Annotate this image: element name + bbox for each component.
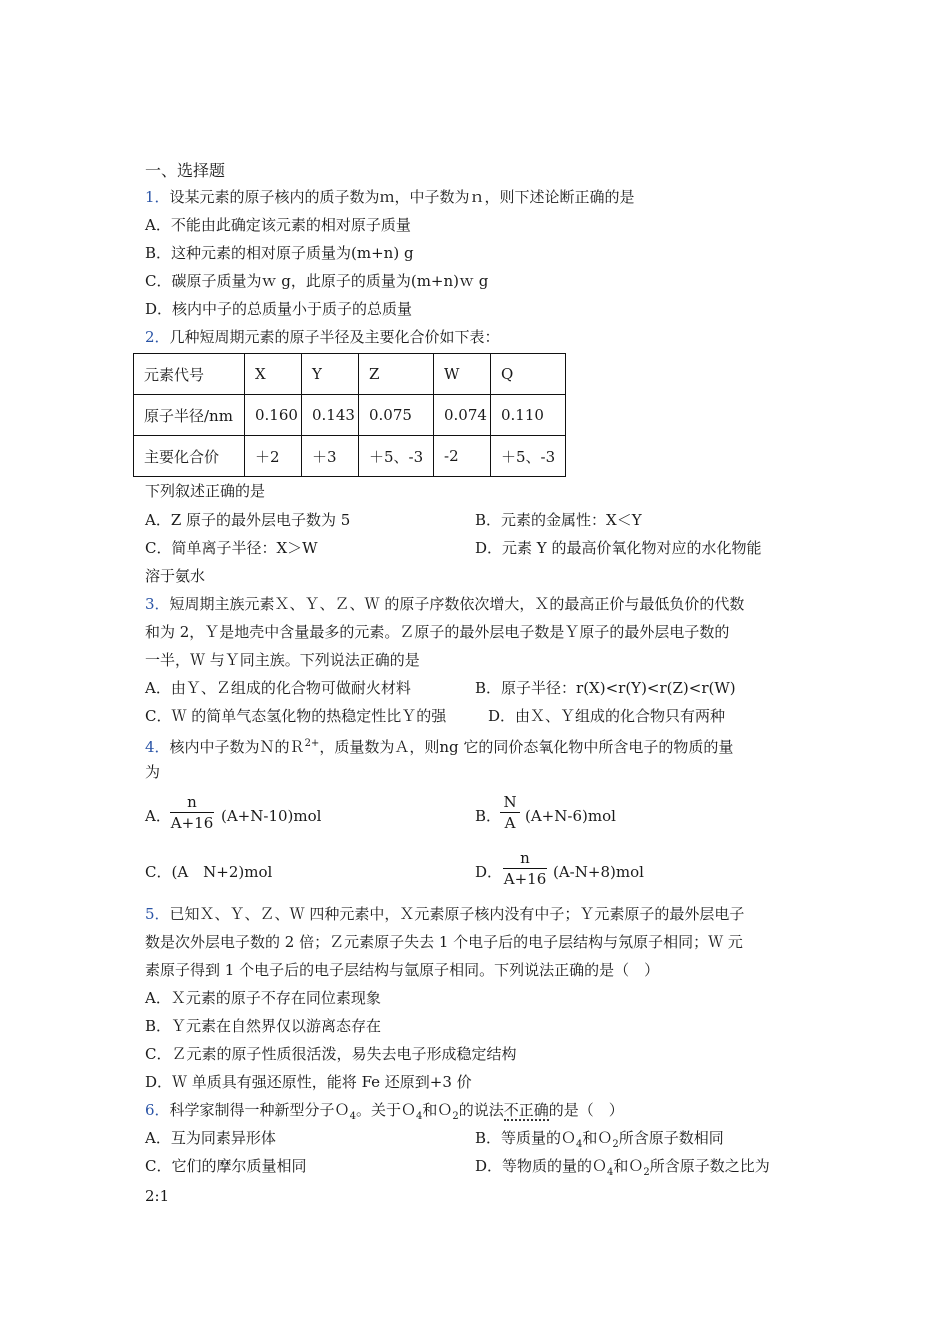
q6-option-d-a: D．等物质的量的Ｏ bbox=[475, 1157, 608, 1175]
q6-option-d-b: 和Ｏ bbox=[613, 1157, 644, 1175]
q6-stem-d: 的说法 bbox=[458, 1101, 504, 1119]
q1-option-b: B．这种元素的相对原子质量为(m+n) g bbox=[145, 244, 414, 262]
q2-option-d: D．元素 Y 的最高价氧化物对应的水化物能 bbox=[475, 539, 762, 557]
q3-option-c: C．Ｗ 的简单气态氢化物的热稳定性比Ｙ的强 bbox=[145, 707, 447, 725]
q6-option-c: C．它们的摩尔质量相同 bbox=[145, 1157, 307, 1175]
q2-option-a: A．Z 原子的最外层电子数为 5 bbox=[145, 511, 351, 529]
q6-option-b bbox=[475, 1128, 724, 1155]
subscript: 4 bbox=[607, 1167, 614, 1178]
table-cell: ＋3 bbox=[302, 436, 359, 477]
subscript: 4 bbox=[415, 1111, 423, 1122]
q6-emphasis: 不正确 bbox=[503, 1101, 549, 1119]
table-cell: 0.074 bbox=[434, 395, 491, 436]
q4-option-d-tail: (A-N+8)mol bbox=[553, 863, 644, 881]
q2-option-d-cont: 溶于氨水 bbox=[145, 567, 206, 585]
fraction-numerator: n bbox=[187, 793, 197, 811]
q2-option-c: C．简单离子半径：X＞W bbox=[145, 539, 318, 557]
fraction-numerator: N bbox=[503, 793, 517, 811]
q4-option-a-fraction bbox=[170, 792, 214, 833]
q6-option-d-c: 所含原子数之比为 bbox=[649, 1157, 770, 1175]
q4-stem bbox=[145, 734, 733, 757]
q3-stem-line bbox=[145, 594, 744, 614]
table-cell: ＋5、-3 bbox=[491, 436, 566, 477]
q2-stem-text: 几种短周期元素的原子半径及主要化合价如下表： bbox=[169, 328, 500, 346]
q5-line-3: 素原子得到 1 个电子后的电子层结构与氩原子相同。下列说法正确的是（ ） bbox=[145, 961, 660, 979]
q6-option-a: A．互为同素异形体 bbox=[145, 1129, 276, 1147]
q5-option-d: D．Ｗ 单质具有强还原性，能将 Fe 还原到+3 价 bbox=[145, 1073, 472, 1091]
fraction-denominator: A+16 bbox=[170, 814, 214, 832]
table-row bbox=[134, 354, 566, 395]
q1-option-a: A．不能由此确定该元素的相对原子质量 bbox=[145, 216, 411, 234]
q6-option-b-a: B．等质量的Ｏ bbox=[475, 1129, 577, 1147]
q1-option-c: C．碳原子质量为ｗ g，此原子的质量为(m+n)ｗ g bbox=[145, 272, 489, 290]
table-cell: Y bbox=[302, 354, 359, 395]
table-cell: 0.160 bbox=[245, 395, 302, 436]
subscript: 2 bbox=[452, 1111, 459, 1122]
q4-charge: 2+ bbox=[304, 738, 320, 749]
q4-number: 4． bbox=[145, 738, 170, 756]
q6-stem bbox=[145, 1100, 624, 1127]
q4-option-b-label: B． bbox=[475, 807, 502, 825]
table-cell: 原子半径/nm bbox=[134, 395, 245, 436]
table-cell: 0.075 bbox=[359, 395, 434, 436]
q2-stem bbox=[145, 327, 500, 347]
table-cell: W bbox=[434, 354, 491, 395]
q4-option-a-tail: (A+N-10)mol bbox=[221, 807, 322, 825]
q1-stem-text: 设某元素的原子核内的质子数为ｍ，中子数为ｎ，则下述论断正确的是 bbox=[169, 188, 635, 206]
q6-option-b-c: 所含原子数相同 bbox=[618, 1129, 724, 1147]
q4-option-c bbox=[145, 862, 272, 882]
q4-stem-b: ，质量数为Ａ，则ng 它的同价态氧化物中所含电子的物质的量 bbox=[319, 738, 734, 756]
q4-option-a-label: A． bbox=[145, 807, 171, 825]
subscript: 2 bbox=[612, 1139, 619, 1150]
q2-number: 2． bbox=[145, 328, 170, 346]
table-row bbox=[134, 395, 566, 436]
q6-option-b-b: 和Ｏ bbox=[582, 1129, 613, 1147]
fraction-denominator: A bbox=[504, 814, 516, 832]
q1-option-d: D．核内中子的总质量小于质子的总质量 bbox=[145, 300, 413, 318]
subscript: 4 bbox=[349, 1111, 356, 1122]
q3-option-b: B．原子半径：r(X)<r(Y)<r(Z)<r(W) bbox=[475, 679, 736, 697]
q4-option-d-fraction bbox=[503, 848, 547, 889]
section-title: 一、选择题 bbox=[145, 161, 226, 180]
q2-option-b: B．元素的金属性：X＜Y bbox=[475, 511, 642, 529]
q4-option-b-fraction bbox=[500, 792, 520, 833]
subscript: 4 bbox=[576, 1139, 583, 1150]
q1-stem bbox=[145, 187, 635, 207]
fraction-denominator: A+16 bbox=[503, 870, 547, 888]
q4-option-c-label: C． bbox=[145, 863, 172, 881]
table-cell: 0.110 bbox=[491, 395, 566, 436]
q4-option-c-text: (A N+2)mol bbox=[171, 863, 273, 881]
q5-line-2: 数是次外层电子数的 2 倍；Ｚ元素原子失去 1 个电子后的电子层结构与氖原子相同；Ｗ 元 bbox=[145, 933, 743, 951]
q6-stem-e: 的是（ ） bbox=[548, 1101, 624, 1119]
q2-after-table: 下列叙述正确的是 bbox=[145, 482, 266, 500]
q4-option-b-tail: (A+N-6)mol bbox=[525, 807, 616, 825]
q4-stem-cont: 为 bbox=[145, 763, 161, 781]
subscript: 2 bbox=[643, 1167, 650, 1178]
table-cell: -2 bbox=[434, 436, 491, 477]
q6-stem-b: 。关于Ｏ bbox=[355, 1101, 416, 1119]
q5-line-1: 已知Ｘ、Ｙ、Ｚ、Ｗ 四种元素中，Ｘ元素原子核内没有中子；Ｙ元素原子的最外层电子 bbox=[169, 905, 745, 923]
q5-stem-line bbox=[145, 904, 744, 924]
q4-stem-a: 核内中子数为Ｎ的Ｒ bbox=[169, 738, 305, 756]
q1-number: 1． bbox=[145, 188, 170, 206]
q4-option-d-label: D． bbox=[475, 863, 503, 881]
table-cell: Z bbox=[359, 354, 434, 395]
q3-option-d: D．由Ｘ、Ｙ组成的化合物只有两种 bbox=[488, 707, 726, 725]
q5-option-a: A．Ｘ元素的原子不存在同位素现象 bbox=[145, 989, 381, 1007]
table-cell: 元素代号 bbox=[134, 354, 245, 395]
q6-stem-a: 科学家制得一种新型分子Ｏ bbox=[169, 1101, 350, 1119]
fraction-numerator: n bbox=[520, 849, 530, 867]
q6-option-d-cont: 2:1 bbox=[145, 1187, 170, 1205]
q3-option-a: A．由Ｙ、Ｚ组成的化合物可做耐火材料 bbox=[145, 679, 411, 697]
q3-number: 3． bbox=[145, 595, 170, 613]
table-cell: ＋2 bbox=[245, 436, 302, 477]
q3-line-1: 短周期主族元素Ｘ、Ｙ、Ｚ、Ｗ 的原子序数依次增大，Ｘ的最高正价与最低负价的代数 bbox=[169, 595, 745, 613]
table-cell: X bbox=[245, 354, 302, 395]
table-cell: 主要化合价 bbox=[134, 436, 245, 477]
table-cell: Q bbox=[491, 354, 566, 395]
q6-option-d bbox=[475, 1156, 770, 1183]
q3-line-3: 一半，Ｗ 与Ｙ同主族。下列说法正确的是 bbox=[145, 651, 420, 669]
table-cell: 0.143 bbox=[302, 395, 359, 436]
q3-line-2: 和为 2，Ｙ是地壳中含量最多的元素。Ｚ原子的最外层电子数是Ｙ原子的最外层电子数的 bbox=[145, 623, 730, 641]
q6-stem-c: 和Ｏ bbox=[422, 1101, 453, 1119]
q6-number: 6． bbox=[145, 1101, 170, 1119]
table-cell: ＋5、-3 bbox=[359, 436, 434, 477]
q5-number: 5． bbox=[145, 905, 170, 923]
q5-option-c: C．Ｚ元素的原子性质很活泼，易失去电子形成稳定结构 bbox=[145, 1045, 517, 1063]
q2-element-table bbox=[133, 353, 566, 477]
table-row bbox=[134, 436, 566, 477]
q5-option-b: B．Ｙ元素在自然界仅以游离态存在 bbox=[145, 1017, 382, 1035]
